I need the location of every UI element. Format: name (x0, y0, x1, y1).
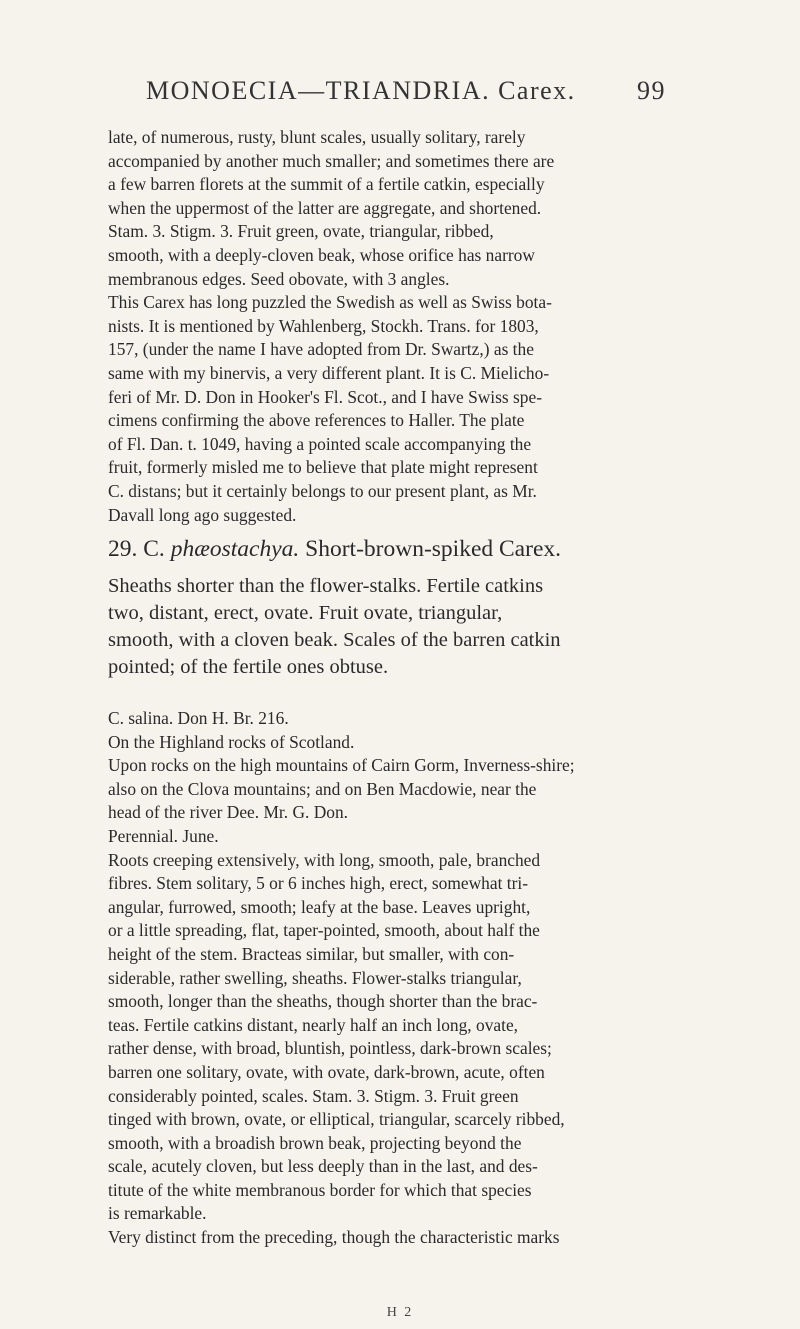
text-line: C. salina. Don H. Br. 216. (108, 708, 289, 728)
text-line: rather dense, with broad, bluntish, pointless, dark-brown scales; (108, 1038, 552, 1059)
running-head-title: MONOECIA—TRIANDRIA. Carex. (146, 76, 576, 105)
text-line: Stam. 3. Stigm. 3. Fruit green, ovate, triangular, ribbed, (108, 221, 494, 242)
text-line: same with my binervis, a very different plant. It is C. Mielicho- (108, 362, 550, 383)
page-number: 99 (637, 76, 666, 105)
text-line: cimens confirming the above references to Haller. The plate (108, 410, 525, 431)
text-line: nists. It is mentioned by Wahlenberg, Stockh. Trans. for 1803, (108, 315, 539, 336)
text-line: On the Highland rocks of Scotland. (108, 731, 355, 752)
text-line: titute of the white membranous border for which that species (108, 1179, 532, 1200)
text-line: fibres. Stem solitary, 5 or 6 inches high, erect, somewhat tri- (108, 873, 529, 894)
diagnosis-line: smooth, with a cloven beak. Scales of the barren catkin (108, 629, 561, 651)
text-line: C. distans; but it certainly belongs to our present plant, as Mr. (108, 480, 537, 501)
text-line: smooth, with a broadish brown beak, projecting beyond the (108, 1132, 522, 1153)
text-line: a few barren florets at the summit of a fertile catkin, especially (108, 174, 545, 195)
diagnosis-line: two, distant, erect, ovate. Fruit ovate, triangular, (108, 602, 503, 624)
text-line: angular, furrowed, smooth; leafy at the base. Leaves upright, (108, 896, 531, 917)
species-number: 29. (108, 536, 138, 562)
text-line: late, of numerous, rusty, blunt scales, usually solitary, rarely (108, 127, 526, 147)
text-line: feri of Mr. D. Don in Hooker's Fl. Scot., and I have Swiss spe- (108, 386, 542, 407)
text-line: Roots creeping extensively, with long, smooth, pale, branched (108, 849, 541, 870)
text-line: siderable, rather swelling, sheaths. Flower-stalks triangular, (108, 967, 522, 988)
species-heading (108, 536, 668, 563)
text-line: tinged with brown, ovate, or elliptical, triangular, scarcely ribbed, (108, 1109, 565, 1130)
text-line: barren one solitary, ovate, with ovate, dark-brown, acute, often (108, 1061, 545, 1082)
text-line: accompanied by another much smaller; and sometimes there are (108, 150, 555, 171)
species-genus: C. (143, 536, 165, 562)
text-line: head of the river Dee. Mr. G. Don. (108, 802, 349, 823)
text-line: This Carex has long puzzled the Swedish as well as Swiss bota- (108, 292, 552, 313)
text-line: membranous edges. Seed obovate, with 3 angles. (108, 268, 450, 289)
text-line: of Fl. Dan. t. 1049, having a pointed scale accompanying the (108, 433, 532, 454)
text-line: fruit, formerly misled me to believe that plate might represent (108, 457, 538, 478)
text-line: when the uppermost of the latter are aggregate, and shortened. (108, 197, 542, 218)
text-line: is remarkable. (108, 1203, 207, 1224)
text-line: or a little spreading, flat, taper-pointed, smooth, about half the (108, 920, 540, 941)
text-line: considerably pointed, scales. Stam. 3. Stigm. 3. Fruit green (108, 1085, 519, 1106)
text-line: teas. Fertile catkins distant, nearly half an inch long, ovate, (108, 1014, 519, 1035)
species-diagnosis (108, 573, 668, 681)
diagnosis-line: Sheaths shorter than the flower-stalks. Fertile catkins (108, 575, 544, 597)
text-line: height of the stem. Bracteas similar, but smaller, with con- (108, 943, 515, 964)
text-line: Upon rocks on the high mountains of Cairn Gorm, Inverness-shire; (108, 755, 575, 776)
species-description (108, 707, 668, 1250)
diagnosis-line: pointed; of the fertile ones obtuse. (108, 656, 389, 678)
running-head (146, 76, 666, 110)
text-line: Davall long ago suggested. (108, 504, 297, 525)
text-line: Very distinct from the preceding, though the characteristic marks (108, 1227, 560, 1248)
text-line: 157, (under the name I have adopted from Dr. Swartz,) as the (108, 339, 534, 360)
species-epithet: phæostachya. (170, 536, 300, 562)
signature-mark: H 2 (386, 1305, 414, 1320)
species-common-name: Short-brown-spiked Carex. (305, 536, 561, 562)
continued-description (108, 126, 668, 527)
text-line: smooth, longer than the sheaths, though shorter than the brac- (108, 991, 538, 1012)
text-line: smooth, with a deeply-cloven beak, whose orifice has narrow (108, 244, 535, 265)
text-line: also on the Clova mountains; and on Ben Macdowie, near the (108, 778, 537, 799)
text-line: scale, acutely cloven, but less deeply than in the last, and des- (108, 1156, 538, 1177)
text-line: Perennial. June. (108, 825, 219, 846)
